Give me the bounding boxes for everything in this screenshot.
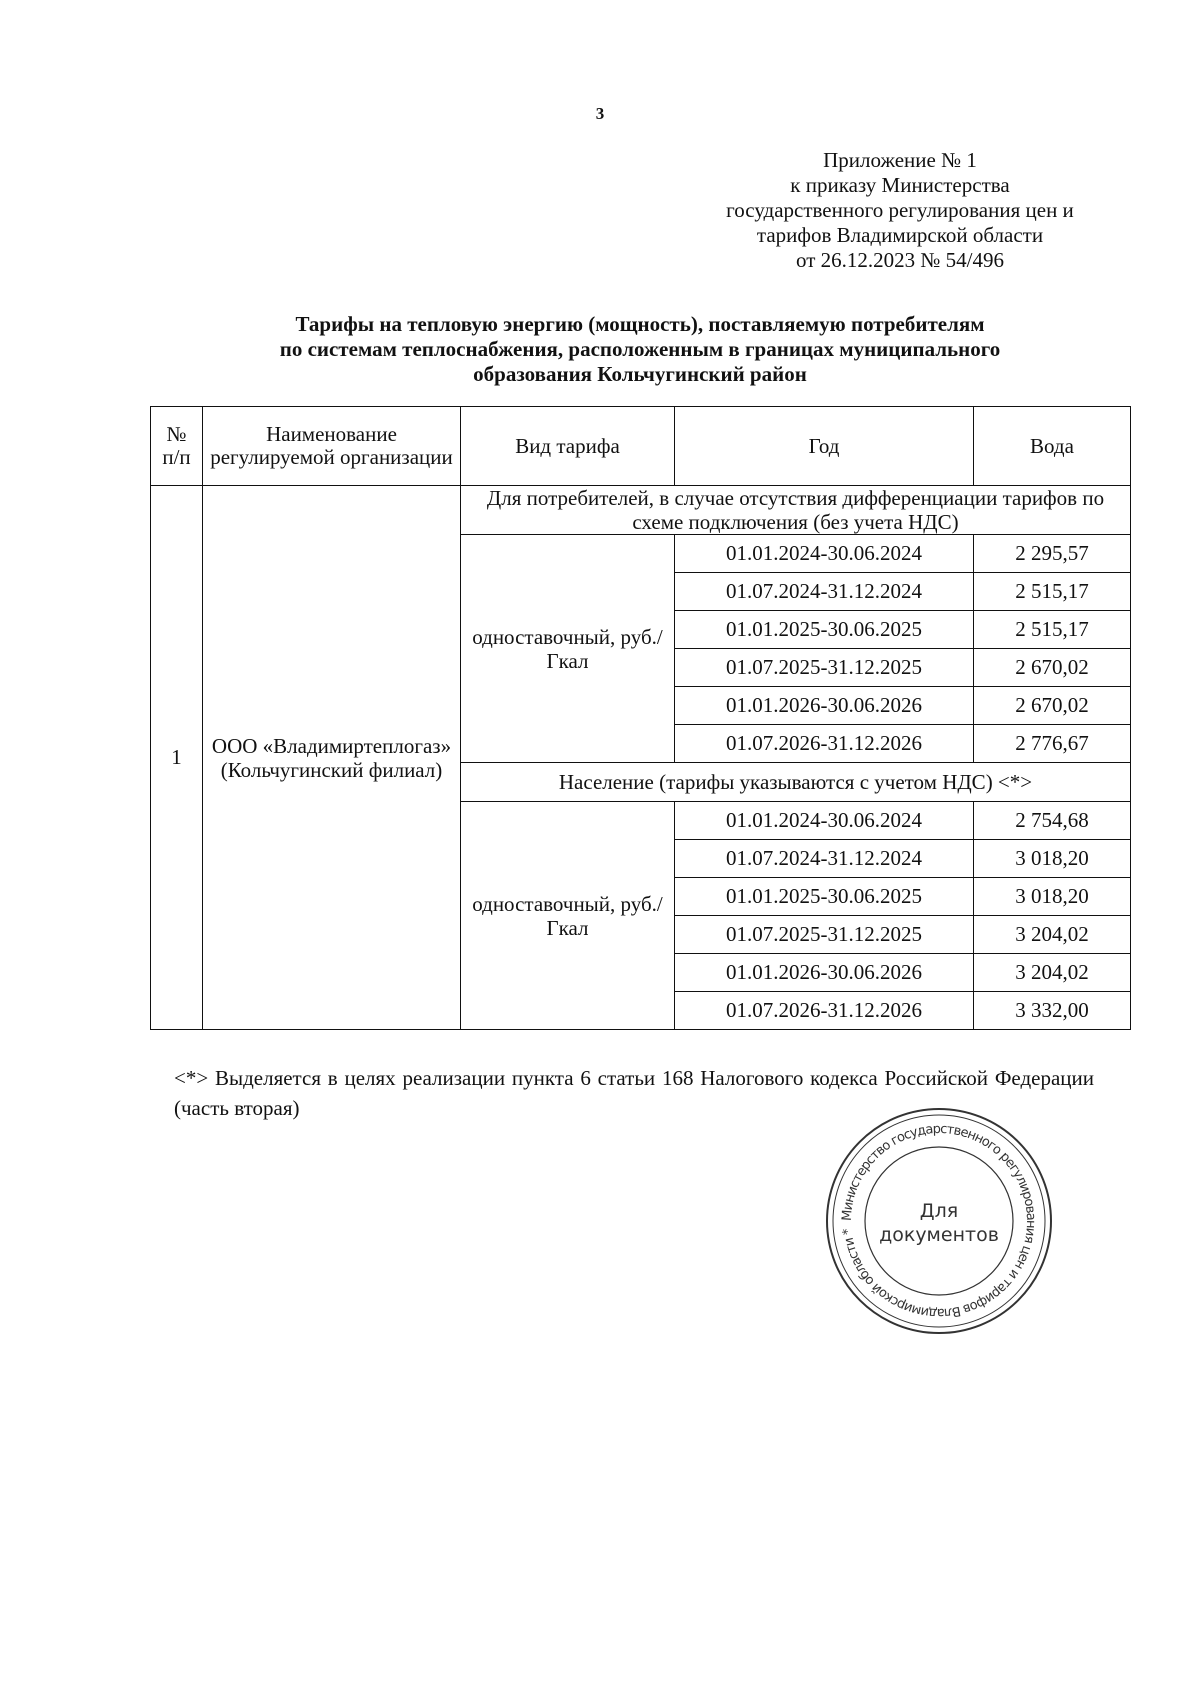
value-cell: 3 018,20 [974,878,1131,916]
appendix-line: тарифов Владимирской области [756,223,1044,247]
stamp-center-line: Для [919,1200,959,1222]
header-year: Год [675,407,974,486]
period-cell: 01.07.2024-31.12.2024 [675,573,974,611]
period-cell: 01.07.2026-31.12.2026 [675,992,974,1030]
page-number: 3 [595,104,605,123]
value-cell: 2 670,02 [974,687,1131,725]
period-cell: 01.01.2024-30.06.2024 [675,802,974,840]
section-heading: Население (тарифы указываются с учетом НДС) <*> [461,763,1131,802]
title-line: по системам теплоснабжения, расположенным в границах муниципального [279,337,1001,361]
stamp-center-line: документов [879,1224,999,1246]
value-cell: 2 515,17 [974,573,1131,611]
period-cell: 01.07.2025-31.12.2025 [675,916,974,954]
value-cell: 3 332,00 [974,992,1131,1030]
appendix-line: к приказу Министерства [790,173,1010,197]
value-cell: 3 018,20 [974,840,1131,878]
official-stamp [823,1105,1055,1337]
table-header-row [151,407,1131,486]
period-cell: 01.07.2025-31.12.2025 [675,649,974,687]
period-cell: 01.07.2026-31.12.2026 [675,725,974,763]
tariff-type: одноставочный, руб./Гкал [461,802,675,1030]
appendix-block [700,148,1100,273]
row-number: 1 [151,486,203,1030]
value-cell: 2 754,68 [974,802,1131,840]
period-cell: 01.07.2024-31.12.2024 [675,840,974,878]
header-tariff-type: Вид тарифа [461,407,675,486]
period-cell: 01.01.2025-30.06.2025 [675,611,974,649]
header-number: № п/п [151,407,203,486]
section-heading-row [151,486,1131,535]
section-heading: Для потребителей, в случае отсутствия дифференциации тарифов по схеме подключения (без учета НДС) [461,486,1131,535]
period-cell: 01.01.2026-30.06.2026 [675,954,974,992]
value-cell: 2 776,67 [974,725,1131,763]
value-cell: 3 204,02 [974,954,1131,992]
period-cell: 01.01.2024-30.06.2024 [675,535,974,573]
document-title [200,312,1080,387]
header-water: Вода [974,407,1131,486]
tariff-type: одноставочный, руб./Гкал [461,535,675,763]
title-line: образования Кольчугинский район [473,362,807,386]
title-line: Тарифы на тепловую энергию (мощность), поставляемую потребителям [295,312,985,336]
tariff-table [150,406,1131,1030]
appendix-line: Приложение № 1 [823,148,977,172]
period-cell: 01.01.2025-30.06.2025 [675,878,974,916]
organization-name: ООО «Владимиртеплогаз» (Кольчугинский филиал) [203,486,461,1030]
period-cell: 01.01.2026-30.06.2026 [675,687,974,725]
value-cell: 2 295,57 [974,535,1131,573]
footnote: <*> Выделяется в целях реализации пункта 6 статьи 168 Налогового кодекса Российской Федерации (часть вторая) [174,1066,1094,1120]
stamp-ring-text: Министерство государственного регулирования цен и тарифов Владимирской области * [839,1121,1039,1321]
value-cell: 2 670,02 [974,649,1131,687]
value-cell: 2 515,17 [974,611,1131,649]
appendix-line: от 26.12.2023 № 54/496 [795,248,1005,272]
appendix-line: государственного регулирования цен и [726,198,1074,222]
value-cell: 3 204,02 [974,916,1131,954]
header-organization: Наименование регулируемой организации [203,407,461,486]
